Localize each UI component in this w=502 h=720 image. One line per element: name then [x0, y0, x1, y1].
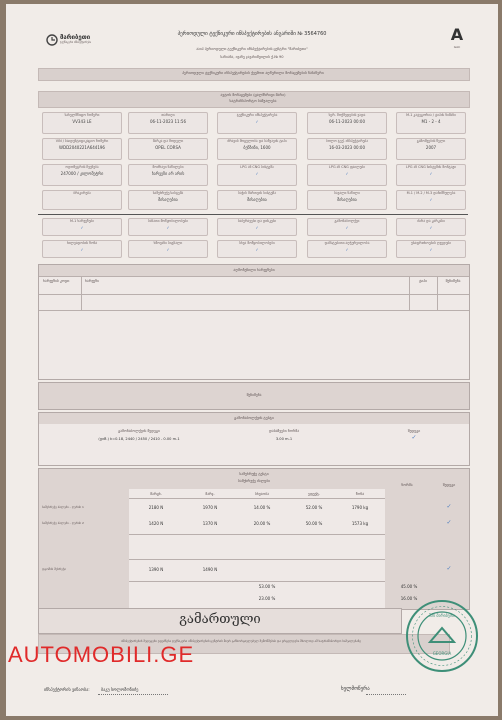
brand-subtitle: ტექნიკური ინსპექტირება: [60, 41, 92, 44]
signature-line: [366, 694, 406, 695]
defects-rule: [39, 276, 469, 277]
brakes-total2-eff: 23.00 %: [258, 596, 276, 601]
emission-col2: დასაშვები ნორმა: [268, 429, 300, 433]
brakes-total-eff: 53.00 %: [258, 584, 276, 589]
vehicle-cell: ტექნიკური ინსპექტირება ✓: [217, 112, 297, 134]
vehicle-cell: VIN / საიდენტიფიკაციო ნომერი WDD2040221A644196: [42, 138, 122, 160]
brakes-head-left: მარცხ.: [150, 492, 162, 496]
check-cell: ხილვადობის ზონა ✓: [42, 240, 122, 258]
check-cell: სხვა მოწყობილობები ✓: [217, 240, 297, 258]
accreditation-letter: A: [450, 25, 464, 44]
brake-row-result: ✓: [446, 565, 452, 572]
brake-row-label: სამუხრუჭე ძალები - ღერძი 2: [42, 521, 84, 525]
brake-row-left: 2180 N: [148, 505, 164, 510]
vehicle-cell: მოძრავი ნაწილები ხარვეზი არ არის: [128, 164, 208, 186]
official-stamp: [404, 598, 480, 674]
vehicle-cell: ძრავის მოცულობა და საწვავის ტიპი ბენზინი, 1600: [217, 138, 297, 160]
defects-col-note: შენიშვნა: [445, 279, 461, 283]
emission-col1: გამონაბოლქვის შედეგი: [118, 429, 160, 433]
brakes-rule: [129, 559, 385, 560]
brakes-rule: [129, 581, 385, 582]
brand-logo: [46, 34, 106, 50]
inspector-label: ინსპექტორის ვინაობა:: [44, 687, 90, 692]
defects-table: [38, 264, 470, 380]
defects-rule: [39, 310, 469, 311]
vehicle-cell: სერ. მოქმედების ვადა 06-11-2023 00:00: [307, 112, 387, 134]
brakes-head-norm: ნორმა: [401, 483, 413, 487]
vehicle-cell: LPG ან CNG სისტემის მონტაჟი ✓: [396, 164, 466, 186]
emission-value: (დიზ.) k=0.18, 2440 / 2450 / 2410 - 0.00 m-1: [98, 437, 180, 441]
brake-row-left: 1420 N: [148, 521, 164, 526]
vehicle-section-title: პერიოდული ტექნიკური ინსპექტირების ქვემოთ აღწერილი მონაცემების ჩანაწერი: [182, 71, 324, 75]
brake-row-right: 1370 N: [202, 521, 218, 526]
vehicle-cell: გამოშვების წელი 2007: [396, 138, 466, 160]
footer-text: ინსპექტირების შედეგები ეფუძნება ტექნიკური ინსპექტირების ცენტრის მიერ განხორციელებულ შემოწმებას და ვრცელდება მხოლოდ ამ სატრანსპორტო საშუალებაზე: [121, 639, 361, 643]
brake-row-mass: 1790 kg: [351, 505, 369, 510]
brake-row-right: 1970 N: [202, 505, 218, 510]
vehicle-cell: LPG ან CNG სისტემა ✓: [217, 164, 297, 186]
signature-label: ხელმოწერა: [341, 686, 370, 692]
vehicle-cell: M-1 კატეგორია / ტიპის ნიშანი M1 - 2 - 4: [396, 112, 466, 134]
brakes-head-right: მარჯ.: [205, 492, 215, 496]
section-divider: [38, 214, 468, 215]
report-address: სანიანა, ივანე ჯავახიშვილის ქ.№ 90: [220, 55, 284, 59]
emission-norm: 3.00 m-1: [275, 437, 293, 441]
brakes-rule: [129, 498, 385, 499]
brakes-rule: [129, 534, 385, 535]
vehicle-cell: M-1 / M-2 / M-3 დანიშნულება ✓: [396, 190, 466, 210]
defects-col-rule: [409, 276, 410, 310]
vehicle-cell: LPG ან CNG ფაილები ✓: [307, 164, 387, 186]
accreditation-mark: [446, 26, 468, 56]
vehicle-cell: სახელმწიფო ნომერი VV343 LE: [42, 112, 122, 134]
vehicle-cell: მარკა და მოდელი OPEL CORSA: [128, 138, 208, 160]
emission-col3: შედეგი: [407, 429, 421, 433]
emission-title: გამონაბოლქვის ტესტი: [234, 416, 274, 420]
brake-row-diff: 20.00 %: [253, 521, 271, 526]
stamp-text-top: შპს მარიბეთი: [428, 613, 456, 618]
vehicle-cell: თარიღი 06-11-2023 11:56: [128, 112, 208, 134]
brake-row-eff: 52.00 %: [305, 505, 323, 510]
brand-icon: [46, 34, 58, 46]
inspector-name: ბაკუ სოლომონიძე: [101, 687, 139, 692]
watermark: AUTOMOBILI.GE: [8, 642, 195, 667]
vehicle-cell: ბრაკირება: [42, 190, 122, 210]
vehicle-cell: სამუხრუჭე სისტემა მისაღებია: [128, 190, 208, 210]
emission-table: [38, 412, 470, 466]
inspection-report-page: [6, 4, 498, 716]
vehicle-cell: სავალი ნაწილი მისაღებია: [307, 190, 387, 210]
report-center-name: ააიპ პერიოდული ტექნიკური ინსპექტირების ცენტრი "მარიბეთი": [196, 47, 308, 51]
vehicle-cell: ბოლო ტექ. ინსპექტირება 16-03-2023 00:00: [307, 138, 387, 160]
brake-row-diff: 14.00 %: [253, 505, 271, 510]
brakes-head-eff: ეფექტ.: [308, 492, 320, 496]
brakes-subtitle: სამუხრუჭე ძალები: [238, 479, 270, 483]
check-cell: საბურავები და დისკები ✓: [217, 218, 297, 236]
vehicle-sub-title2: სატრანსპორტო საშუალება: [229, 99, 277, 103]
check-cell: ძარა და კარკასი ✓: [396, 218, 466, 236]
check-cell: უსაფრთხოების ღვედები ✓: [396, 240, 466, 258]
brakes-head-diff: სხვაობა: [255, 492, 269, 496]
check-cell: დამატებითი აღჭურვილობა ✓: [307, 240, 387, 258]
check-cell: სანათი მოწყობილობები ✓: [128, 218, 208, 236]
defects-col-defect: ხარვეზი: [85, 279, 99, 283]
brake-row-left: 1390 N: [148, 567, 164, 572]
verdict-box: [38, 608, 402, 634]
brake-row-label: სამუხრუჭე ძალები - ღერძი 1: [42, 505, 84, 509]
brake-row-eff: 50.00 %: [305, 521, 323, 526]
vehicle-cell: ოდომეტრის ჩვენება 247000 / კილომეტრი: [42, 164, 122, 186]
brake-row-result: ✓: [446, 519, 452, 526]
brakes-head-result: შედეგი: [442, 483, 456, 487]
defects-col-rule: [81, 276, 82, 310]
check-cell: M-1 ხარვეზები ✓: [42, 218, 122, 236]
brake-row-label: დგომის მუხრუჭი: [42, 567, 66, 571]
vehicle-cell: საჭის მართვის სისტემა მისაღებია: [217, 190, 297, 210]
defects-col-rule: [437, 276, 438, 310]
vehicle-sub-title: ავტოს მონაცემები (ცალმხრივი მარი): [220, 93, 286, 97]
inspector-line: [98, 694, 168, 695]
stamp-icon: [404, 598, 480, 674]
notes-title: შენიშვნა: [246, 393, 262, 397]
brakes-head-mass: წონა: [355, 492, 365, 496]
report-title: პერიოდული ტექნიკური ინსპექტირების ანგარიში № 3564760: [177, 31, 327, 37]
check-cell: ხმოვანი სიგნალი ✓: [128, 240, 208, 258]
stamp-text-bottom: GEORGIA: [432, 651, 452, 656]
brake-row-mass: 1573 kg: [351, 521, 369, 526]
accreditation-text: GAC: [453, 45, 461, 49]
brakes-total2-norm: 16.00 %: [400, 596, 418, 601]
defects-col-type: ტიპი: [419, 279, 427, 283]
verdict-text: გამართული: [179, 612, 261, 627]
brakes-title: სამუხრუჭე ტესტი: [239, 472, 269, 476]
check-cell: გამონაბოლქვი ✓: [307, 218, 387, 236]
notes-box: [38, 382, 470, 410]
brake-row-result: ✓: [446, 503, 452, 510]
brake-row-right: 1490 N: [202, 567, 218, 572]
defects-col-code: ხარვეზის კოდი: [43, 279, 70, 283]
defects-title: აღმოჩენილი ხარვეზები: [233, 268, 275, 272]
brakes-table: [38, 468, 470, 610]
brakes-total-norm: 45.00 %: [400, 584, 418, 589]
defects-rule: [39, 294, 469, 295]
emission-result: ✓: [411, 434, 417, 441]
brand-name: მარიბეთი: [60, 34, 91, 41]
